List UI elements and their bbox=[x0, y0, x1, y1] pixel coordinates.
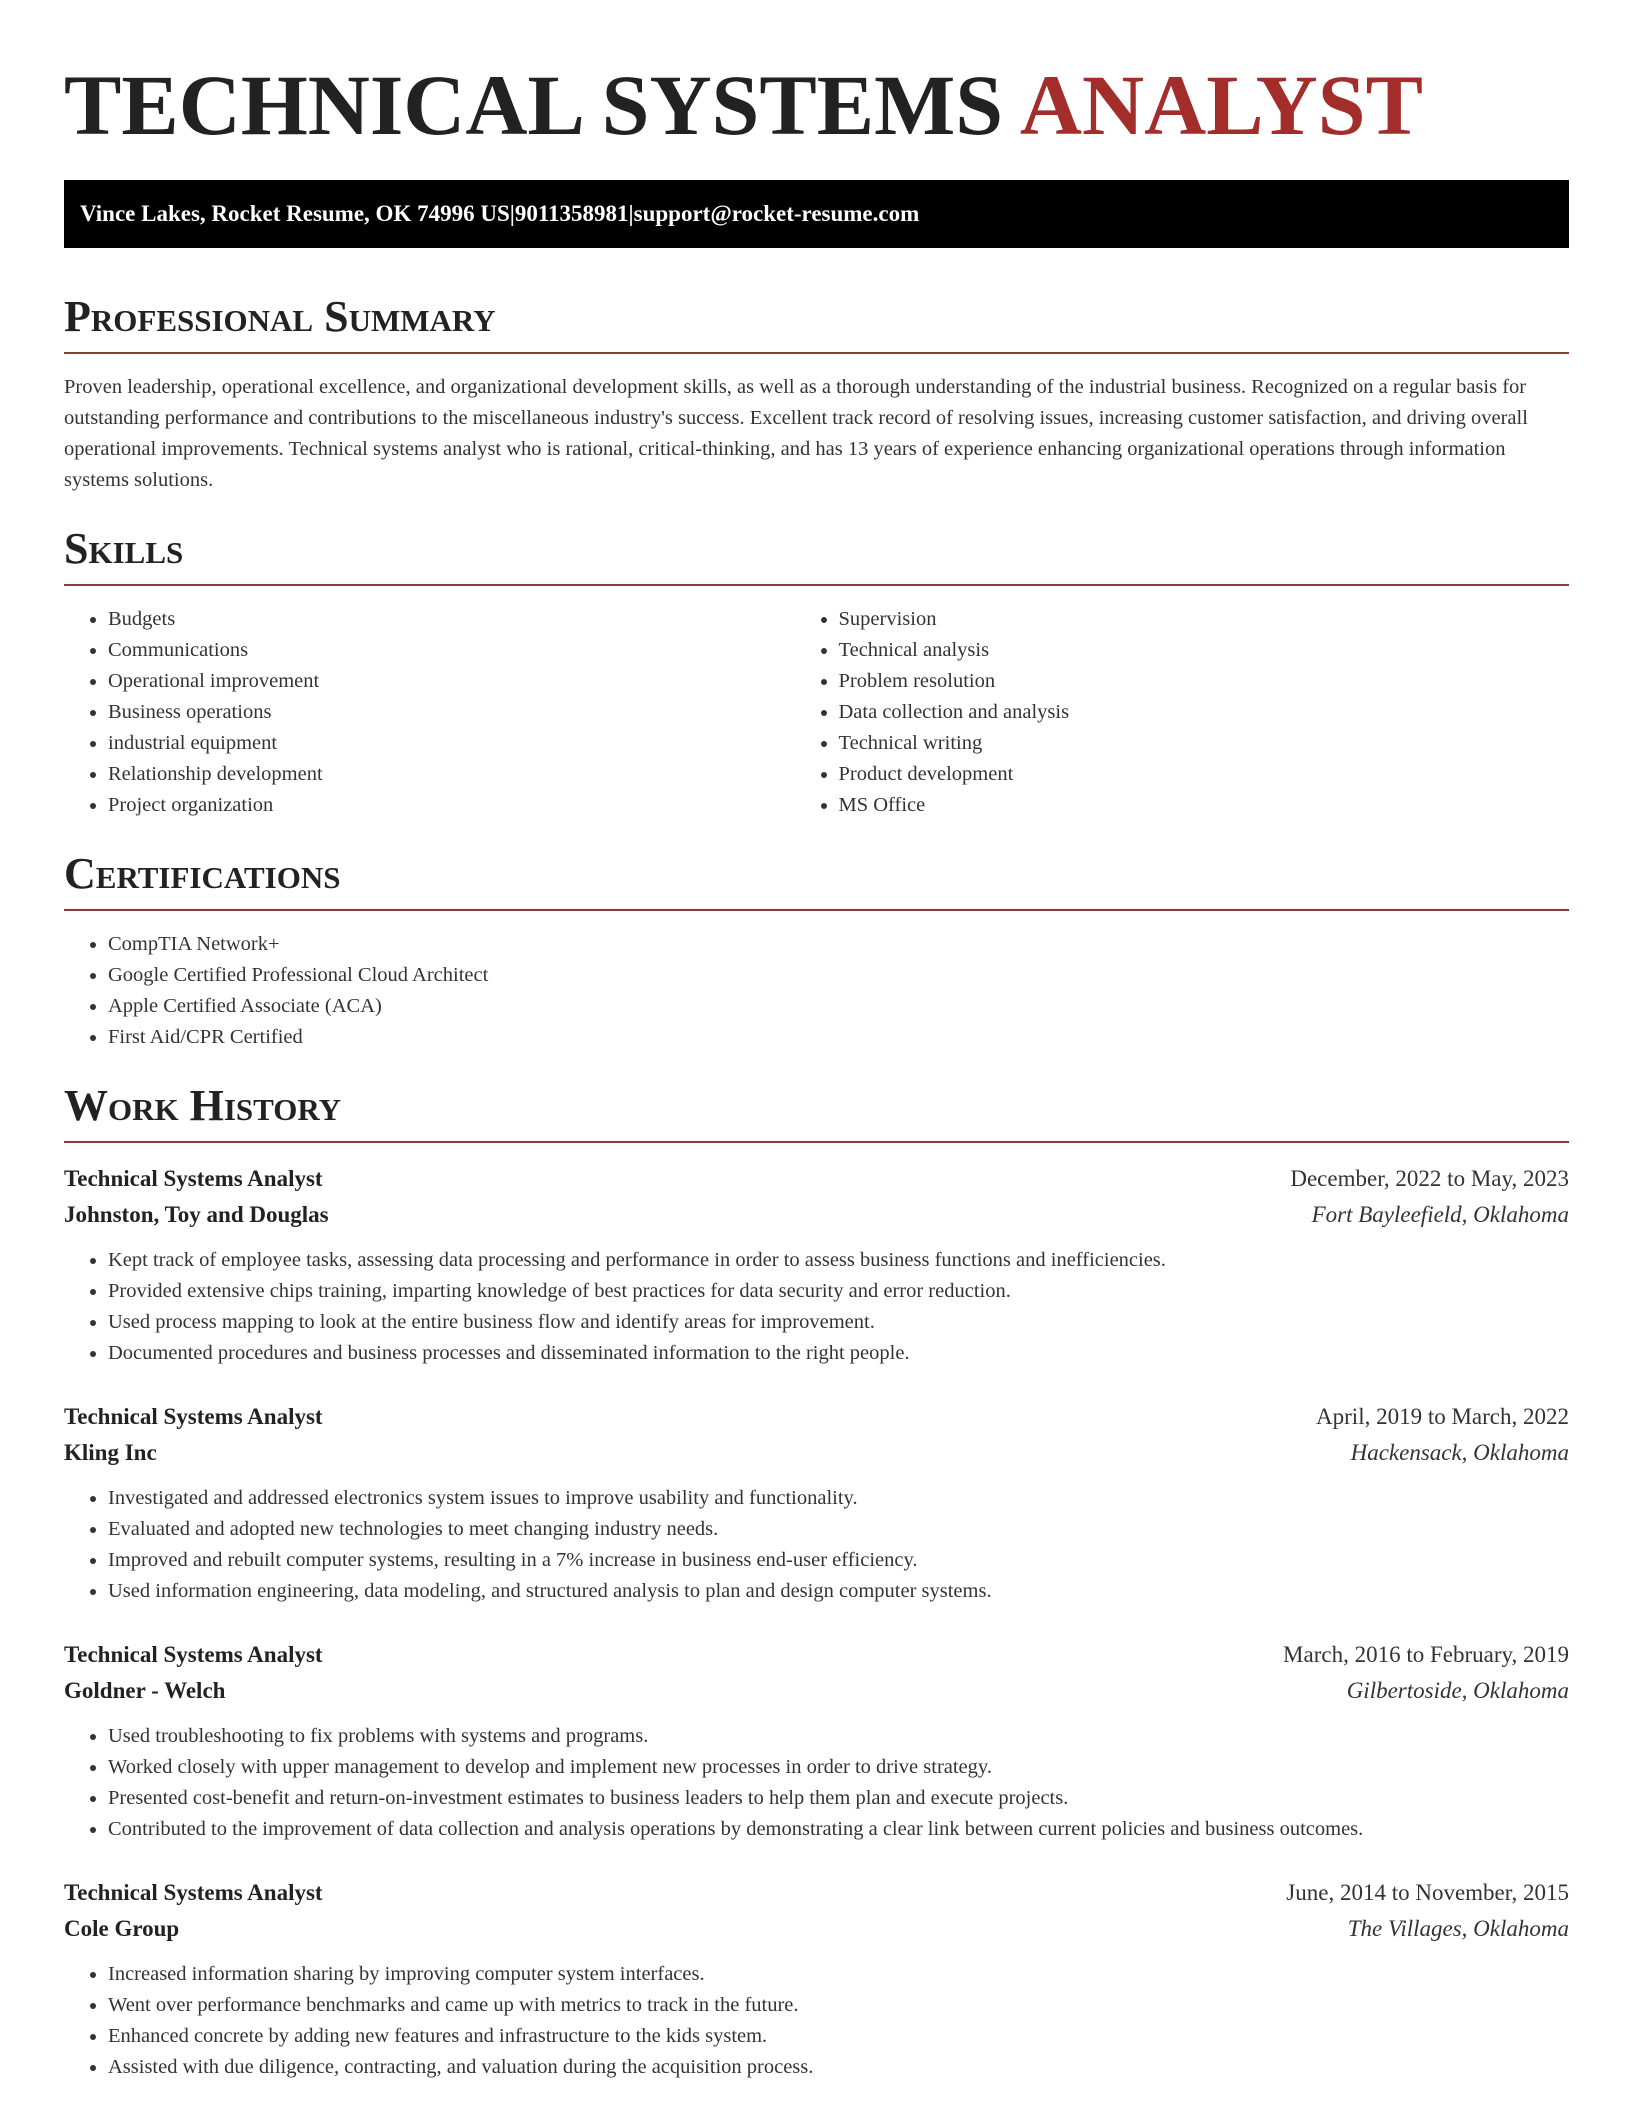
contact-bar bbox=[64, 180, 1569, 248]
skill-item: • MS Office bbox=[839, 790, 1570, 821]
job-company: Kling Inc bbox=[64, 1440, 157, 1465]
job-duty-item: • Kept track of employee tasks, assessing data processing and performance in order to assess business functions and inefficiencies. bbox=[108, 1245, 1569, 1276]
job-duty-item: • Used process mapping to look at the entire business flow and identify areas for improvement. bbox=[108, 1307, 1569, 1338]
job-duty-item: • Enhanced concrete by adding new features and infrastructure to the kids system. bbox=[108, 2021, 1569, 2052]
job-dates: March, 2016 to February, 2019 bbox=[1283, 1642, 1569, 1667]
job-duty-item: • Investigated and addressed electronics system issues to improve usability and functionality. bbox=[108, 1483, 1569, 1514]
work-history-section bbox=[64, 1081, 1569, 2083]
job-duties-list bbox=[64, 1483, 1569, 1607]
skills-heading: Skills bbox=[64, 524, 1569, 586]
summary-text: Proven leadership, operational excellence, and organizational development skills, as well as a thorough understanding of the industrial business. Recognized on a regular basis for outstanding performance and contributions to the miscellaneous industry's success. Excellent track record of resolving issues, increasing customer satisfaction, and driving overall operational improvements. Technical systems analyst who is rational, critical-thinking, and has 13 years of experience enhancing organizational operations through information systems solutions. bbox=[64, 376, 1528, 491]
certification-item: • Apple Certified Associate (ACA) bbox=[108, 991, 1569, 1022]
certifications-heading: Certifications bbox=[64, 849, 1569, 911]
job-company: Goldner - Welch bbox=[64, 1678, 226, 1703]
summary-heading: Professional Summary bbox=[64, 292, 1569, 354]
job-title: Technical Systems Analyst bbox=[64, 1404, 323, 1429]
skill-item: • industrial equipment bbox=[108, 728, 839, 759]
job-dates: June, 2014 to November, 2015 bbox=[1286, 1880, 1569, 1905]
job-duty-item: • Contributed to the improvement of data collection and analysis operations by demonstrating a clear link between current policies and business outcomes. bbox=[108, 1814, 1569, 1845]
contact-email[interactable]: support@rocket-resume.com bbox=[633, 201, 920, 226]
job-company: Cole Group bbox=[64, 1916, 180, 1941]
skills-list-left bbox=[64, 604, 839, 821]
job-location: Fort Bayleefield, Oklahoma bbox=[1311, 1202, 1569, 1227]
job-header-row bbox=[64, 1875, 1569, 1911]
job-title: Technical Systems Analyst bbox=[64, 1166, 323, 1191]
skill-item: • Communications bbox=[108, 635, 839, 666]
job-duty-item: • Presented cost-benefit and return-on-investment estimates to business leaders to help them plan and execute projects. bbox=[108, 1783, 1569, 1814]
skills-section bbox=[64, 524, 1569, 821]
job-duty-item: • Went over performance benchmarks and came up with metrics to track in the future. bbox=[108, 1990, 1569, 2021]
job-header-row bbox=[64, 1399, 1569, 1435]
job-duty-item: • Assisted with due diligence, contracting, and valuation during the acquisition process. bbox=[108, 2052, 1569, 2083]
title-main: TECHNICAL SYSTEMS bbox=[64, 57, 1004, 153]
contact-address: Vince Lakes, Rocket Resume, OK 74996 US bbox=[80, 201, 510, 226]
skill-item: • Relationship development bbox=[108, 759, 839, 790]
job-dates: December, 2022 to May, 2023 bbox=[1290, 1166, 1569, 1191]
job-entry bbox=[64, 1637, 1569, 1845]
job-title: Technical Systems Analyst bbox=[64, 1642, 323, 1667]
summary-section bbox=[64, 292, 1569, 496]
job-company-row bbox=[64, 1435, 1569, 1471]
job-duty-item: • Used information engineering, data modeling, and structured analysis to plan and design computer systems. bbox=[108, 1576, 1569, 1607]
job-company-row bbox=[64, 1197, 1569, 1233]
certifications-section bbox=[64, 849, 1569, 1053]
skill-item: • Product development bbox=[839, 759, 1570, 790]
contact-separator: | bbox=[628, 201, 634, 226]
job-duty-item: • Provided extensive chips training, imparting knowledge of best practices for data security and error reduction. bbox=[108, 1276, 1569, 1307]
job-company-row bbox=[64, 1673, 1569, 1709]
job-duty-item: • Used troubleshooting to fix problems with systems and programs. bbox=[108, 1721, 1569, 1752]
job-duty-item: • Documented procedures and business processes and disseminated information to the right people. bbox=[108, 1338, 1569, 1369]
job-company: Johnston, Toy and Douglas bbox=[64, 1202, 329, 1227]
job-location: Hackensack, Oklahoma bbox=[1350, 1440, 1569, 1465]
contact-separator: | bbox=[509, 201, 515, 226]
job-header-row bbox=[64, 1161, 1569, 1197]
job-duties-list bbox=[64, 1721, 1569, 1845]
skill-item: • Project organization bbox=[108, 790, 839, 821]
skill-item: • Data collection and analysis bbox=[839, 697, 1570, 728]
job-entry bbox=[64, 1399, 1569, 1607]
skill-item: • Problem resolution bbox=[839, 666, 1570, 697]
job-location: Gilbertoside, Oklahoma bbox=[1346, 1678, 1569, 1703]
certification-item: • Google Certified Professional Cloud Architect bbox=[108, 960, 1569, 991]
certifications-list bbox=[64, 929, 1569, 1053]
job-duties-list bbox=[64, 1959, 1569, 2083]
job-location: The Villages, Oklahoma bbox=[1347, 1916, 1569, 1941]
jobs-list bbox=[64, 1161, 1569, 2083]
skills-list-right bbox=[795, 604, 1570, 821]
job-duties-list bbox=[64, 1245, 1569, 1369]
skill-item: • Supervision bbox=[839, 604, 1570, 635]
skill-item: • Operational improvement bbox=[108, 666, 839, 697]
job-dates: April, 2019 to March, 2022 bbox=[1316, 1404, 1569, 1429]
job-entry bbox=[64, 1161, 1569, 1369]
resume-page bbox=[64, 0, 1569, 2083]
certification-item: • First Aid/CPR Certified bbox=[108, 1022, 1569, 1053]
job-duty-item: • Worked closely with upper management to develop and implement new processes in order to drive strategy. bbox=[108, 1752, 1569, 1783]
skills-grid bbox=[64, 586, 1569, 821]
skill-item: • Business operations bbox=[108, 697, 839, 728]
job-entry bbox=[64, 1875, 1569, 2083]
job-duty-item: • Increased information sharing by improving computer system interfaces. bbox=[108, 1959, 1569, 1990]
job-company-row bbox=[64, 1911, 1569, 1947]
skill-item: • Technical analysis bbox=[839, 635, 1570, 666]
job-title: Technical Systems Analyst bbox=[64, 1880, 323, 1905]
contact-phone: 9011358981 bbox=[514, 201, 629, 226]
job-duty-item: • Evaluated and adopted new technologies to meet changing industry needs. bbox=[108, 1514, 1569, 1545]
certification-item: • CompTIA Network+ bbox=[108, 929, 1569, 960]
skill-item: • Budgets bbox=[108, 604, 839, 635]
skill-item: • Technical writing bbox=[839, 728, 1570, 759]
job-duty-item: • Improved and rebuilt computer systems, resulting in a 7% increase in business end-user efficiency. bbox=[108, 1545, 1569, 1576]
resume-title bbox=[64, 58, 1569, 152]
work-history-heading: Work History bbox=[64, 1081, 1569, 1143]
title-accent: ANALYST bbox=[1019, 57, 1423, 153]
job-header-row bbox=[64, 1637, 1569, 1673]
